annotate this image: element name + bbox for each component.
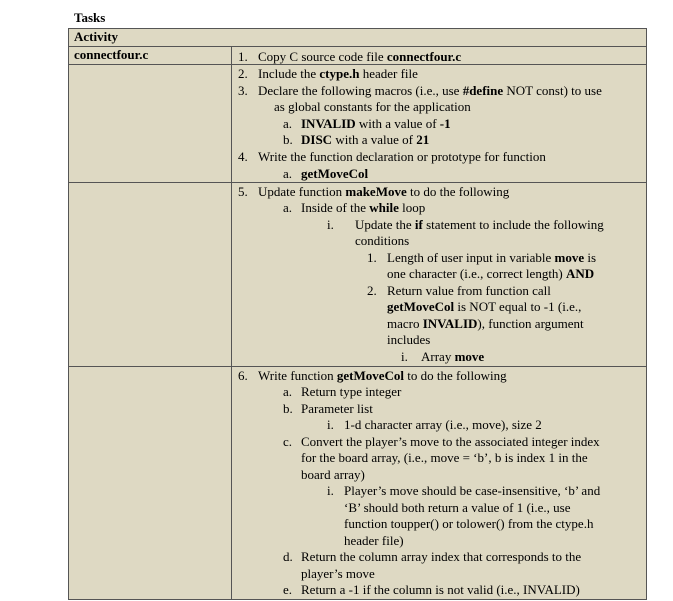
roman-text-line2: conditions [355,233,410,248]
step-text: Declare the following macros (i.e., use #define NOT const) to use [258,83,602,98]
step-text: Write the function declaration or prototype for function [258,149,546,164]
substep-text: Parameter list [301,401,373,416]
roman-text: 1-d character array (i.e., move), size 2 [344,417,542,432]
substep-text-line2: player’s move [301,566,375,581]
substep-text: DISC with a value of 21 [301,132,430,147]
substep-number: e. [283,582,293,597]
roman-number: i. [327,483,334,498]
step-text: Update function makeMove to do the following [258,184,510,199]
roman-text: Player’s move should be case-insensitive, ‘b’ and [344,483,601,498]
substep-number: c. [283,434,293,449]
condition-number: 1. [367,250,377,265]
table-header-activity: Activity [74,29,119,44]
step-number: 3. [238,83,248,98]
substep-text: Inside of the while loop [301,200,426,215]
substep-text-line2: for the board array, (i.e., move = ‘b’, b is index 1 in the [301,450,588,465]
condition-text: Length of user input in variable move is [387,250,597,265]
substep-number: d. [283,549,293,564]
step-number: 6. [238,368,248,383]
step-text: Include the ctype.h header file [258,66,418,81]
substep-number: a. [283,200,293,215]
table-header-bg [68,29,646,46]
substep-number: a. [283,384,293,399]
step-text: Write function getMoveCol to do the following [258,368,507,383]
step-text: Copy C source code file connectfour.c [258,49,462,64]
argument-text: Array move [421,349,485,364]
condition-text-line3: macro INVALID), function argument [387,316,584,331]
substep-number: b. [283,132,293,147]
substep-text: INVALID with a value of -1 [301,116,451,131]
substep-number: a. [283,116,293,131]
substep-text-line3: board array) [301,467,365,482]
condition-text-line2: one character (i.e., correct length) AND [387,266,595,281]
step-number: 1. [238,49,248,64]
roman-text: Update the if statement to include the following [355,217,604,232]
condition-number: 2. [367,283,377,298]
argument-number: i. [401,349,408,364]
substep-text: Return the column array index that corresponds to the [301,549,582,564]
roman-text-line3: function toupper() or tolower() from the ctype.h [344,516,594,531]
step-number: 4. [238,149,248,164]
roman-number: i. [327,217,334,232]
substep-text: getMoveCol [301,166,369,181]
roman-text-line2: ‘B’ should both return a value of 1 (i.e., use [344,500,571,515]
substep-text: Return a -1 if the column is not valid (i.e., INVALID) [301,582,580,597]
step-number: 2. [238,66,248,81]
file-label: connectfour.c [74,47,149,62]
condition-text: Return value from function call [387,283,551,298]
substep-text: Convert the player’s move to the associated integer index [301,434,600,449]
condition-text-line2: getMoveCol is NOT equal to -1 (i.e., [387,299,582,314]
condition-text-line4: includes [387,332,431,347]
step-number: 5. [238,184,248,199]
page-title: Tasks [74,10,106,25]
roman-text-line4: header file) [344,533,404,548]
substep-text: Return type integer [301,384,402,399]
step-text-line2: as global constants for the application [274,99,471,114]
substep-number: a. [283,166,293,181]
roman-number: i. [327,417,334,432]
substep-number: b. [283,401,293,416]
